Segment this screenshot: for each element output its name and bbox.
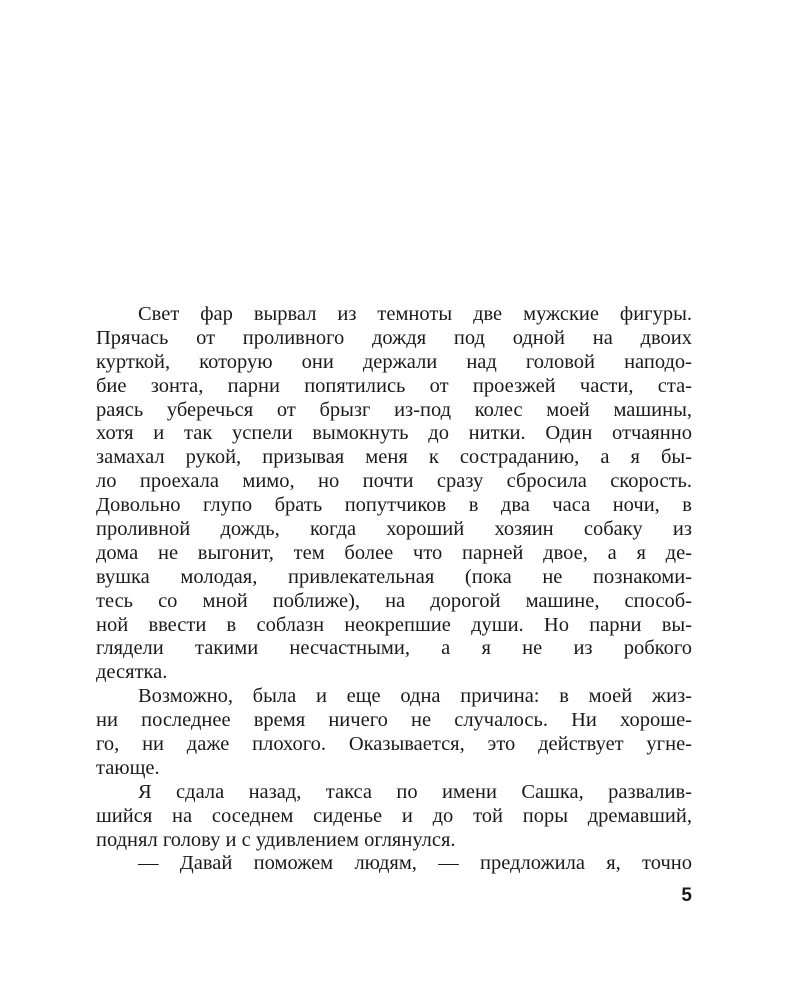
text-line: поднял голову и с удивлением оглянулся. [96,828,456,851]
body-text [96,303,692,876]
text-line: глядели такими несчастными, а я не из робкого [96,637,692,660]
text-line: тающе. [96,756,160,779]
text-line: дома не выгонит, тем более что парней двое, а я де- [96,541,692,564]
text-line: ни последнее время ничего не случалось. Ни хороше- [96,709,692,732]
text-line: замахал рукой, призывая меня к состраданию, а я бы- [96,446,692,469]
text-line: ной ввести в соблазн неокрепшие души. Но парни вы- [96,613,692,636]
page-number: 5 [681,885,692,906]
text-line: хотя и так успели вымокнуть до нитки. Один отчаянно [96,422,692,445]
text-line: раясь уберечься от брызг из-под колес моей машины, [96,398,692,421]
text-line: Возможно, была и еще одна причина: в моей жиз- [138,685,692,708]
text-line: Свет фар вырвал из темноты две мужские фигуры. [138,303,692,325]
text-line: проливной дождь, когда хороший хозяин собаку из [96,518,692,541]
text-line: курткой, которую они держали над головой наподо- [96,350,692,373]
text-line: ло проехала мимо, но почти сразу сбросила скорость. [96,470,692,493]
text-line: бие зонта, парни попятились от проезжей части, ста- [96,374,692,397]
text-line: тесь со мной поближе), на дорогой машине, способ- [96,589,692,612]
text-line: шийся на соседнем сиденье и до той поры дремавший, [96,804,692,827]
text-line: — Давай поможем людям, — предложила я, точно [138,852,692,875]
text-line: Прячась от проливного дождя под одной на двоих [96,326,692,349]
text-line: Довольно глупо брать попутчиков в два часа ночи, в [96,494,692,517]
text-line: го, ни даже плохого. Оказывается, это действует угне- [96,733,692,756]
text-line: вушка молодая, привлекательная (пока не познакоми- [96,565,692,588]
text-line: Я сдала назад, такса по имени Сашка, развалив- [138,780,692,803]
text-line: десятка. [96,661,168,684]
